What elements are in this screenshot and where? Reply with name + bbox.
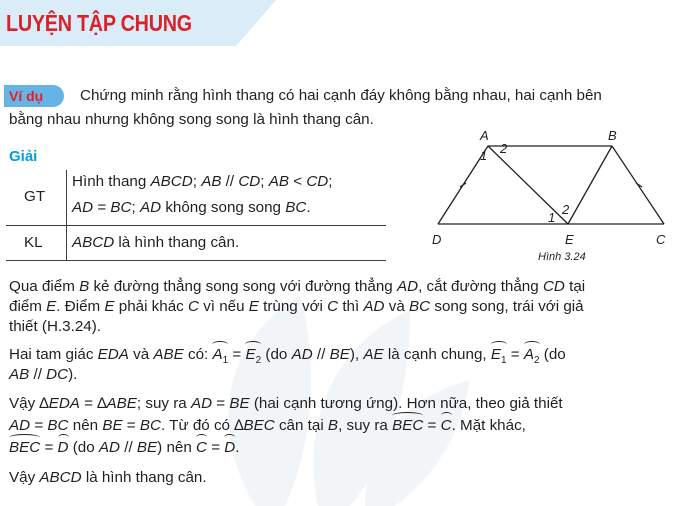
point-c-label: C [656,232,666,247]
para1-line-1: Qua điểm B kẻ đường thẳng song song với đường thẳng AD, cắt đường thẳng CD tại [9,278,586,295]
point-e-label: E [565,232,574,247]
angle-e1-label: 1 [548,210,556,225]
para2-line-2: AB // DC). [9,366,78,383]
solution-label: Giải [9,148,38,165]
example-line-1: Chứng minh rằng hình thang có hai cạnh đáy không bằng nhau, hai cạnh bên [80,87,602,104]
point-b-label: B [608,128,617,143]
para3-line-1: Vậy ∆EDA = ∆ABE; suy ra AD = BE (hai cạnh tương ứng). Hơn nữa, theo giả thiết [9,395,563,412]
header-band-cut [236,0,276,46]
para1-line-2: điểm E. Điểm E phải khác C vì nếu E trùng với C thì AD và BC song song, trái với giả [9,298,584,315]
gt-kl-table [6,170,386,261]
para3-line-2: AD = BC nên BE = BC. Từ đó có ∆BEC cân tại B, suy ra BEC = C. Mặt khác, [9,417,526,434]
para1-line-3: thiết (H.3.24). [9,318,102,335]
table-divider-vertical [66,170,67,261]
angle-a1-label: 1 [480,148,488,163]
gt-label: GT [24,188,46,205]
figure-caption: Hình 3.24 [538,251,586,263]
example-badge: Ví dụ [4,85,64,107]
angle-a2-label: 2 [500,141,508,156]
point-d-label: D [432,232,442,247]
angle-e2-label: 2 [562,202,570,217]
gt-line-2: AD = BC; AD không song song BC. [72,199,311,216]
conclusion-line: Vậy ABCD là hình thang cân. [9,469,207,486]
section-title: LUYỆN TẬP CHUNG [6,10,192,36]
table-divider-middle [6,225,386,226]
kl-label: KL [24,234,43,251]
kl-text: ABCD là hình thang cân. [72,234,240,251]
para3-line-3: BEC = D (do AD // BE) nên C = D. [9,439,240,456]
point-a-label: A [480,128,489,143]
trapezoid-figure [420,120,682,268]
table-divider-bottom [6,260,386,261]
example-line-2: bằng nhau nhưng không song song là hình thang cân. [9,111,374,128]
gt-line-1: Hình thang ABCD; AB // CD; AB < CD; [72,173,333,190]
para2-line-1: Hai tam giác EDA và ABE có: $A_1 = E_2$ (do AD // BE), AE là cạnh chung, $E_1 = A_2$ (do [9,345,566,371]
